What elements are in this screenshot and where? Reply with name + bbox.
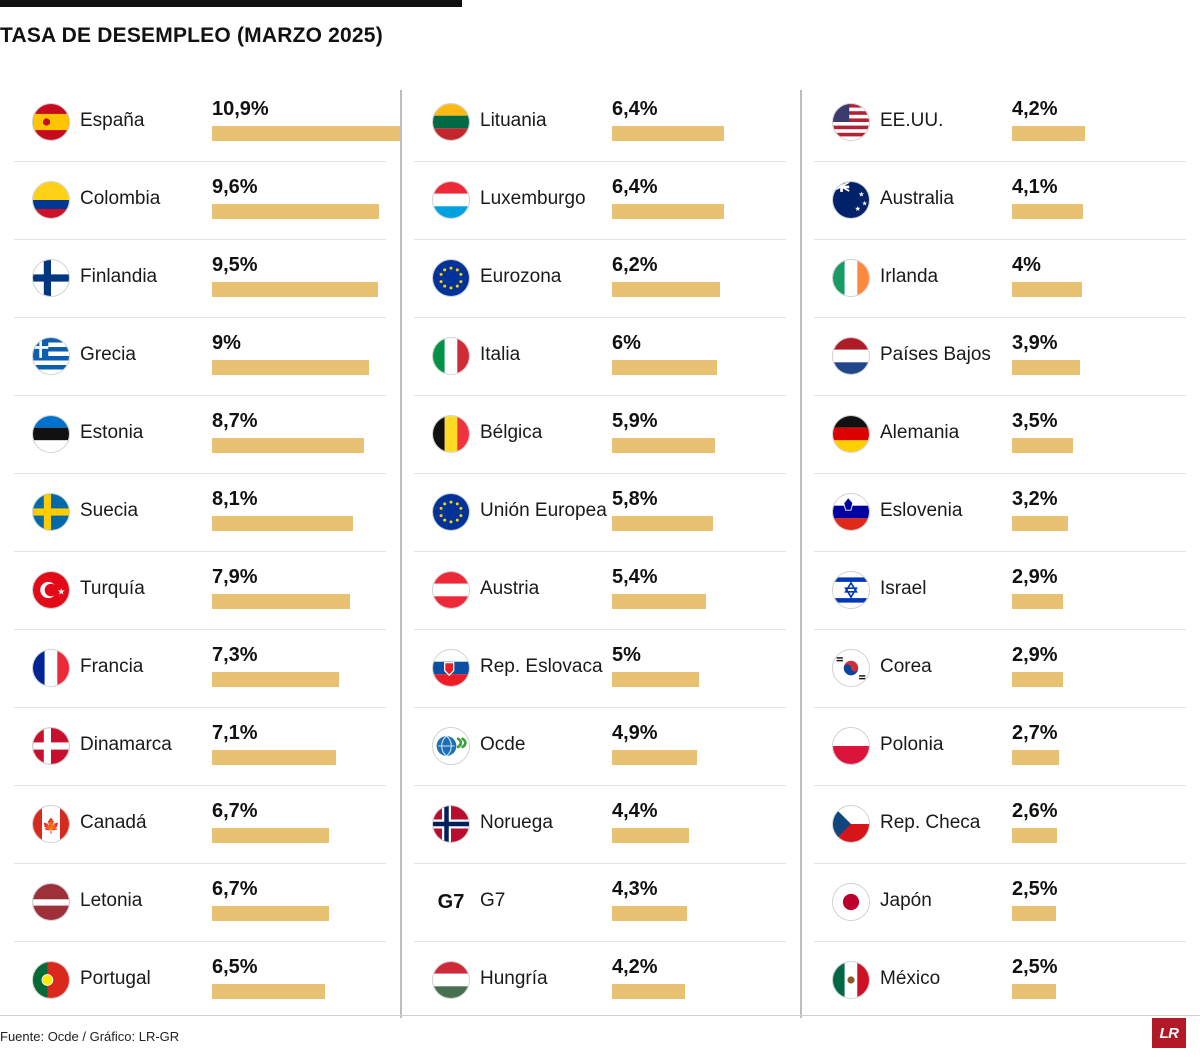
country-row [814, 396, 1186, 474]
country-row [14, 864, 386, 942]
flag-lt-icon [432, 103, 470, 141]
flag-pt-icon [32, 961, 70, 999]
value-and-bar [212, 332, 402, 375]
value-and-bar [1012, 800, 1200, 843]
value-bar [1012, 204, 1083, 219]
value-and-bar [212, 644, 402, 687]
country-row [414, 240, 786, 318]
flag-ca-icon [32, 805, 70, 843]
country-label: Unión Europea [480, 500, 607, 521]
country-label: Eslovenia [880, 500, 963, 521]
flag-fi-icon [32, 259, 70, 297]
country-label: Lituania [480, 110, 547, 131]
country-row [814, 552, 1186, 630]
value-label: 2,5% [1012, 956, 1058, 978]
value-bar [212, 984, 325, 999]
chart-columns [0, 84, 1200, 1020]
svg-text:★: ★ [57, 586, 66, 597]
flag-ee-icon [32, 415, 70, 453]
value-and-bar [212, 800, 402, 843]
value-and-bar [212, 254, 402, 297]
value-and-bar [212, 722, 402, 765]
value-label: 4,9% [612, 722, 658, 744]
value-label: 7,9% [212, 566, 258, 588]
value-label: 4,3% [612, 878, 658, 900]
value-and-bar [212, 98, 402, 141]
value-and-bar [612, 878, 802, 921]
country-label: Luxemburgo [480, 188, 586, 209]
value-and-bar [1012, 644, 1200, 687]
flag-us-icon [832, 103, 870, 141]
value-label: 4,2% [612, 956, 658, 978]
flag-mx-icon [832, 961, 870, 999]
country-row [814, 942, 1186, 1020]
bottom-divider [0, 1015, 1200, 1016]
flag-lv-icon [32, 883, 70, 921]
value-and-bar [1012, 98, 1200, 141]
country-label: Suecia [80, 500, 139, 521]
country-row [414, 318, 786, 396]
value-bar [1012, 126, 1085, 141]
country-label: Ocde [480, 734, 526, 755]
value-label: 6,5% [212, 956, 258, 978]
country-label: México [880, 968, 941, 989]
value-label: 10,9% [212, 98, 269, 120]
svg-text:★: ★ [854, 203, 862, 213]
value-label: 6% [612, 332, 641, 354]
country-label: Australia [880, 188, 954, 209]
country-label: Letonia [80, 890, 143, 911]
value-bar [1012, 828, 1057, 843]
value-bar [1012, 282, 1082, 297]
value-bar [212, 750, 336, 765]
value-label: 9,6% [212, 176, 258, 198]
flag-nl-icon [832, 337, 870, 375]
country-label: Dinamarca [80, 734, 172, 755]
svg-text:★: ★ [858, 189, 865, 199]
flag-fr-icon [32, 649, 70, 687]
country-row [814, 474, 1186, 552]
value-label: 8,7% [212, 410, 258, 432]
value-and-bar [1012, 722, 1200, 765]
country-label: Noruega [480, 812, 553, 833]
country-row [814, 84, 1186, 162]
value-and-bar [612, 176, 802, 219]
country-label: Estonia [80, 422, 144, 443]
flag-it-icon [432, 337, 470, 375]
value-label: 3,5% [1012, 410, 1058, 432]
flag-de-icon [832, 415, 870, 453]
value-and-bar [612, 98, 802, 141]
value-label: 5,9% [612, 410, 658, 432]
value-bar [212, 828, 329, 843]
value-and-bar [612, 722, 802, 765]
flag-sk-icon [432, 649, 470, 687]
flag-jp-icon [832, 883, 870, 921]
value-and-bar [612, 254, 802, 297]
value-bar [212, 360, 369, 375]
country-row [414, 786, 786, 864]
country-row [14, 942, 386, 1020]
svg-text:🍁: 🍁 [42, 818, 60, 835]
country-label: Polonia [880, 734, 944, 755]
value-bar [612, 750, 697, 765]
value-bar [212, 282, 378, 297]
value-and-bar [612, 956, 802, 999]
value-bar [612, 204, 724, 219]
country-label: Bélgica [480, 422, 543, 443]
flag-cz-icon [832, 805, 870, 843]
flag-il-icon [832, 571, 870, 609]
value-label: 2,5% [1012, 878, 1058, 900]
value-label: 9% [212, 332, 241, 354]
country-label: Francia [80, 656, 144, 677]
country-row [14, 396, 386, 474]
value-label: 3,2% [1012, 488, 1058, 510]
country-row [814, 708, 1186, 786]
value-bar [612, 126, 724, 141]
value-label: 5% [612, 644, 641, 666]
value-and-bar [1012, 332, 1200, 375]
flag-es-icon [32, 103, 70, 141]
chart-column-2 [400, 84, 800, 1020]
value-label: 4,2% [1012, 98, 1058, 120]
value-bar [1012, 360, 1080, 375]
value-bar [612, 906, 687, 921]
value-and-bar [612, 644, 802, 687]
value-bar [1012, 594, 1063, 609]
value-label: 2,9% [1012, 566, 1058, 588]
country-label: Japón [880, 890, 932, 911]
value-bar [212, 516, 353, 531]
value-label: 6,7% [212, 800, 258, 822]
country-row [814, 162, 1186, 240]
flag-tr-icon [32, 571, 70, 609]
value-and-bar [212, 566, 402, 609]
value-and-bar [612, 488, 802, 531]
value-label: 6,2% [612, 254, 658, 276]
country-label: Turquía [80, 578, 145, 599]
flag-ocde-icon [432, 727, 470, 765]
flag-co-icon [32, 181, 70, 219]
country-label: Finlandia [80, 266, 158, 287]
country-label: EE.UU. [880, 110, 944, 131]
value-and-bar [1012, 410, 1200, 453]
value-and-bar [1012, 176, 1200, 219]
value-and-bar [1012, 566, 1200, 609]
lr-logo: LR [1152, 1018, 1186, 1048]
flag-eu-icon [432, 493, 470, 531]
flag-no-icon [432, 805, 470, 843]
country-row [14, 552, 386, 630]
value-and-bar [212, 176, 402, 219]
value-bar [612, 282, 720, 297]
value-bar [612, 360, 717, 375]
country-row [14, 162, 386, 240]
flag-au-icon [832, 181, 870, 219]
top-rule [0, 0, 462, 7]
flag-se-icon [32, 493, 70, 531]
country-row [414, 708, 786, 786]
value-and-bar [212, 878, 402, 921]
country-row [814, 240, 1186, 318]
value-label: 2,9% [1012, 644, 1058, 666]
value-and-bar [1012, 878, 1200, 921]
page-title: TASA DE DESEMPLEO (MARZO 2025) [0, 24, 383, 47]
country-row [814, 318, 1186, 396]
country-label: Alemania [880, 422, 960, 443]
country-row [414, 942, 786, 1020]
value-label: 6,4% [612, 98, 658, 120]
value-bar [1012, 438, 1073, 453]
country-row [414, 162, 786, 240]
value-and-bar [612, 566, 802, 609]
value-and-bar [612, 800, 802, 843]
flag-eu-icon [432, 259, 470, 297]
value-bar [212, 594, 350, 609]
flag-be-icon [432, 415, 470, 453]
value-bar [212, 204, 379, 219]
value-bar [1012, 516, 1068, 531]
country-row [414, 552, 786, 630]
country-label: España [80, 110, 145, 131]
value-label: 4% [1012, 254, 1041, 276]
value-label: 2,6% [1012, 800, 1058, 822]
country-label: Países Bajos [880, 344, 991, 365]
value-and-bar [1012, 488, 1200, 531]
country-row [414, 396, 786, 474]
value-bar [612, 672, 699, 687]
value-bar [1012, 750, 1059, 765]
value-label: 7,1% [212, 722, 258, 744]
country-label: Corea [880, 656, 932, 677]
value-and-bar [1012, 254, 1200, 297]
value-label: 4,4% [612, 800, 658, 822]
chart-column-1 [0, 84, 400, 1020]
country-label: Canadá [80, 812, 147, 833]
flag-at-icon [432, 571, 470, 609]
country-label: Austria [480, 578, 540, 599]
country-label: Rep. Checa [880, 812, 981, 833]
value-and-bar [612, 332, 802, 375]
chart-column-3 [800, 84, 1200, 1020]
flag-hu-icon [432, 961, 470, 999]
country-label: Colombia [80, 188, 161, 209]
g7-icon: G7 [437, 890, 465, 913]
country-row [814, 786, 1186, 864]
country-row [14, 786, 386, 864]
value-bar [612, 828, 689, 843]
value-label: 8,1% [212, 488, 258, 510]
country-row [14, 318, 386, 396]
country-row [414, 84, 786, 162]
value-bar [1012, 672, 1063, 687]
country-row [14, 240, 386, 318]
value-label: 5,4% [612, 566, 658, 588]
value-and-bar [212, 410, 402, 453]
value-and-bar [1012, 956, 1200, 999]
country-row [414, 630, 786, 708]
value-bar [612, 984, 685, 999]
value-label: 6,7% [212, 878, 258, 900]
value-label: 6,4% [612, 176, 658, 198]
country-row [414, 864, 786, 942]
value-label: 9,5% [212, 254, 258, 276]
source-note: Fuente: Ocde / Gráfico: LR-GR [0, 1029, 180, 1044]
country-label: Hungría [480, 968, 548, 989]
country-label: Eurozona [480, 266, 562, 287]
value-bar [212, 906, 329, 921]
country-row [14, 708, 386, 786]
value-bar [1012, 984, 1056, 999]
country-row [14, 630, 386, 708]
value-bar [1012, 906, 1056, 921]
flag-lu-icon [432, 181, 470, 219]
value-bar [612, 594, 706, 609]
value-label: 5,8% [612, 488, 658, 510]
flag-gr-icon [32, 337, 70, 375]
country-label: Israel [880, 578, 927, 599]
country-row [814, 630, 1186, 708]
country-row [14, 84, 386, 162]
country-row [14, 474, 386, 552]
value-label: 7,3% [212, 644, 258, 666]
country-label: G7 [480, 890, 506, 911]
country-row [414, 474, 786, 552]
value-bar [612, 516, 713, 531]
value-and-bar [612, 410, 802, 453]
flag-dk-icon [32, 727, 70, 765]
value-label: 4,1% [1012, 176, 1058, 198]
flag-ie-icon [832, 259, 870, 297]
flag-pl-icon [832, 727, 870, 765]
country-row [814, 864, 1186, 942]
value-bar [212, 672, 339, 687]
value-label: 3,9% [1012, 332, 1058, 354]
flag-si-icon [832, 493, 870, 531]
country-label: Rep. Eslovaca [480, 656, 603, 677]
value-label: 2,7% [1012, 722, 1058, 744]
country-label: Portugal [80, 968, 151, 989]
svg-text:★: ★ [861, 200, 868, 208]
value-bar [212, 126, 402, 141]
value-and-bar [212, 488, 402, 531]
flag-kr-icon [832, 649, 870, 687]
country-label: Italia [480, 344, 521, 365]
value-bar [612, 438, 715, 453]
country-label: Grecia [80, 344, 136, 365]
value-bar [212, 438, 364, 453]
country-label: Irlanda [880, 266, 939, 287]
value-and-bar [212, 956, 402, 999]
